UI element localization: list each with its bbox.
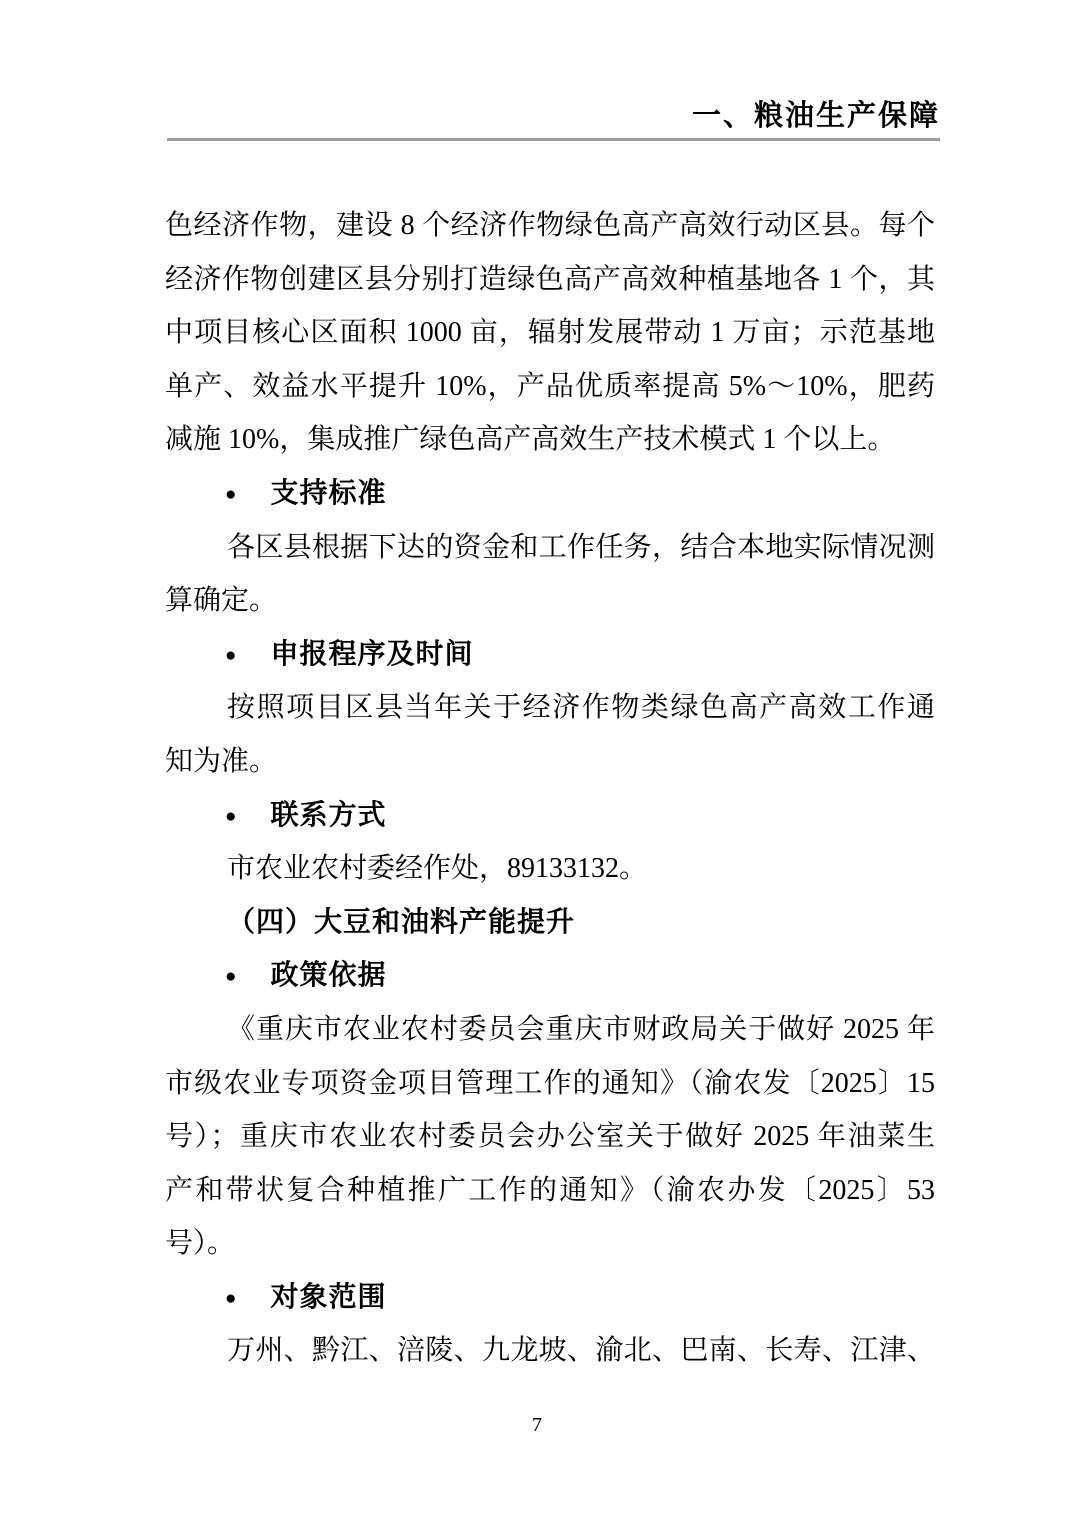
- bullet-icon: ●: [225, 483, 237, 505]
- bullet-heading-label: 联系方式: [270, 799, 387, 831]
- bullet-heading-label: 支持标准: [270, 477, 387, 509]
- document-body: [165, 199, 935, 1378]
- page-number: 7: [532, 1414, 542, 1436]
- bullet-icon: ●: [225, 966, 237, 988]
- paragraph-line: 减施 10%，集成推广绿色高产高效生产技术模式 1 个以上。: [165, 424, 896, 456]
- paragraph-line: 中项目核心区面积 1000 亩，辐射发展带动 1 万亩；示范基地: [165, 317, 935, 349]
- paragraph-line: 经济作物创建区县分别打造绿色高产高效种植基地各 1 个，其: [165, 263, 935, 295]
- bullet-heading-label: 对象范围: [270, 1281, 387, 1313]
- paragraph-line: 色经济作物，建设 8 个经济作物绿色高产高效行动区县。每个: [165, 210, 935, 241]
- paragraph-line: 产和带状复合种植推广工作的通知》（渝农办发〔2025〕53: [165, 1174, 935, 1206]
- paragraph-line: 各区县根据下达的资金和工作任务，结合本地实际情况测: [227, 531, 935, 563]
- bullet-heading-label: 申报程序及时间: [270, 638, 474, 670]
- paragraph-line: 《重庆市农业农村委员会重庆市财政局关于做好 2025 年: [227, 1013, 935, 1045]
- bullet-heading-policy: [165, 949, 935, 1003]
- header-title: 一、粮油生产保障: [691, 100, 940, 132]
- paragraph-line: 市级农业专项资金项目管理工作的通知》（渝农发〔2025〕15: [165, 1067, 935, 1099]
- bullet-icon: ●: [225, 805, 237, 827]
- bullet-heading-procedure: [165, 628, 935, 682]
- paragraph-line: 算确定。: [165, 585, 278, 617]
- bullet-icon: ●: [225, 1287, 237, 1309]
- bullet-heading-label: 政策依据: [270, 960, 387, 992]
- section-heading: （四）大豆和油料产能提升: [227, 906, 576, 938]
- paragraph-line: 号）。: [165, 1228, 236, 1260]
- page-footer: [0, 1410, 1074, 1440]
- paragraph-line: 知为准。: [165, 745, 278, 777]
- bullet-icon: ●: [225, 644, 237, 666]
- paragraph-line: 号）；重庆市农业农村委员会办公室关于做好 2025 年油菜生: [165, 1121, 935, 1153]
- bullet-heading-scope: [165, 1271, 935, 1325]
- bullet-heading-support: [165, 467, 935, 521]
- paragraph-line: 按照项目区县当年关于经济作物类绿色高产高效工作通: [227, 692, 935, 724]
- paragraph-line: 万州、黔江、涪陵、九龙坡、渝北、巴南、长寿、江津、: [227, 1335, 935, 1367]
- paragraph-line: 单产、效益水平提升 10%，产品优质率提高 5%～10%，肥药: [165, 370, 935, 402]
- paragraph-line: 市农业农村委经作处，89133132。: [227, 853, 648, 885]
- header-rule: [167, 138, 940, 141]
- bullet-heading-contact: [165, 789, 935, 843]
